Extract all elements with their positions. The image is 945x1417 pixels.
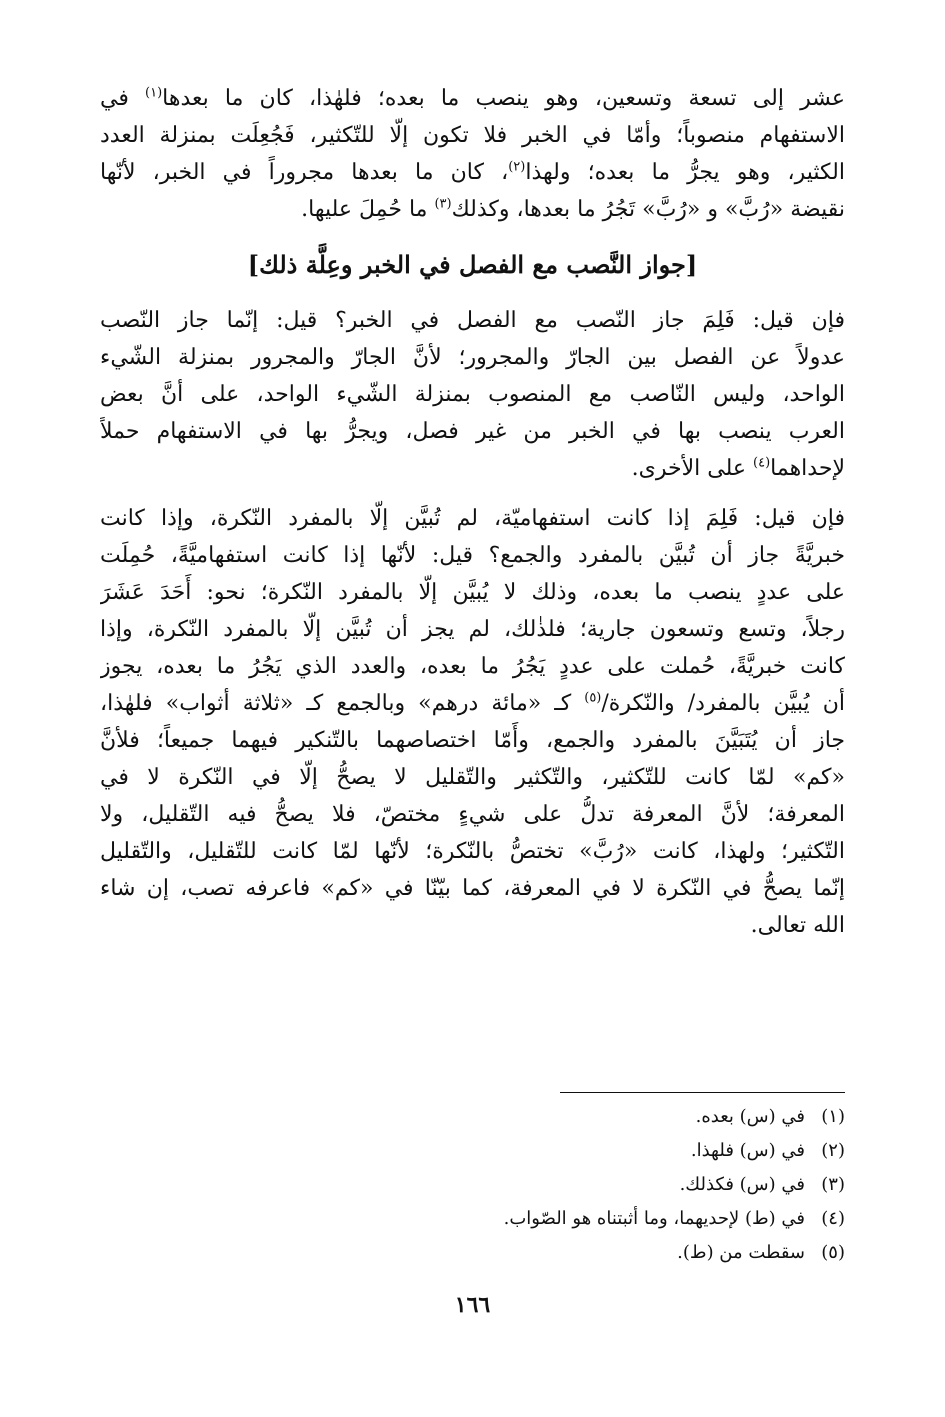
text-line: المعرفة؛ لأنَّ المعرفة تدلُّ على شيءٍ مختصّ، فلا يصحُّ فيه التّقليل، ولا	[100, 802, 845, 827]
text-line: أن يُبيَّن بالمفرد/ والنّكرة/$^{(٥)}$ كـ «مائة درهم» وبالجمع كـ «ثلاثة أثواب» فلهٰذا،	[100, 690, 845, 716]
footnote	[380, 1236, 845, 1270]
text-line: فإن قيل: فَلِمَ جاز النّصب مع الفصل في الخبر؟ قيل: إنّما جاز النّصب	[100, 308, 845, 333]
footnote-divider	[560, 1092, 845, 1093]
text-line: الواحد، وليس النّاصب مع المنصوب بمنزلة الشّيء الواحد، على أنَّ بعض	[100, 382, 845, 407]
text-line: عشر إلى تسعة وتسعين، وهو ينصب ما بعده؛ فلهٰذا، كان ما بعدها$^{(١)}$ في	[100, 85, 845, 111]
footnote-text: في (س) فكذلك.	[679, 1174, 805, 1195]
text-line: عدولاً عن الفصل بين الجارّ والمجرور؛ لأنَّ الجارّ والمجرور بمنزلة الشّيء	[100, 345, 845, 370]
footnote	[380, 1134, 845, 1168]
text-line: نقيضة «رُبَّ» و «رُبَّ» تَجُرُ ما بعدها، وكذلك$^{(٣)}$ ما حُمِلَ عليها.	[301, 196, 845, 222]
paragraph-3	[100, 500, 845, 944]
footnote	[380, 1202, 845, 1236]
footnote-ref[interactable]: (٣)	[434, 196, 452, 212]
footnote-text: في (ط) لإحديهما، وما أثبتناه هو الصّواب.	[503, 1208, 805, 1229]
footnote	[380, 1100, 845, 1134]
text-line: الله تعالى.	[750, 913, 845, 938]
footnote-ref[interactable]: (٢)	[508, 159, 526, 175]
page-number: ١٦٦	[454, 1292, 491, 1318]
footnote-number: (٢)	[821, 1140, 845, 1161]
footnote-number: (١)	[821, 1106, 845, 1127]
footnotes	[380, 1100, 845, 1270]
footnote-number: (٥)	[821, 1242, 845, 1263]
footnote-ref[interactable]: (٥)	[584, 690, 602, 706]
footnote-text: في (س) فلهذا.	[690, 1140, 805, 1161]
text-line: رجلاً، وتسع وتسعون جارية؛ فلذٰلك، لم يجز أن تُبيَّن إلّا بالمفرد النّكرة، وإذا	[100, 617, 845, 642]
footnote-number: (٣)	[821, 1174, 845, 1195]
footnote-text: في (س) بعده.	[695, 1106, 805, 1127]
text-line: «كم» لمّا كانت للتّكثير، والتّكثير والتّقليل لا يصحُّ إلّا في النّكرة لا في	[100, 765, 845, 790]
text-line: كانت خبريَّةً، حُملت على عددٍ يَجُرُ ما بعده، والعدد الذي يَجُرُ ما بعده، يجوز	[100, 654, 845, 679]
paragraph-1	[100, 80, 845, 228]
text-line: التّكثير؛ ولهذا، كانت «رُبَّ» تختصُّ بالنّكرة؛ لأنّها لمّا كانت للتّقليل، والتّقليل	[100, 839, 845, 864]
text-line: العرب ينصب بها في الخبر من غير فصل، ويجرُّ بها في الاستفهام حملاً	[100, 419, 845, 444]
paragraph-2	[100, 302, 845, 487]
footnote	[380, 1168, 845, 1202]
text-line: فإن قيل: فَلِمَ إذا كانت استفهاميّة، لم تُبيَّن إلّا بالمفرد النّكرة، وإذا كانت	[100, 506, 845, 531]
footnote-text: سقطت من (ط).	[677, 1242, 805, 1263]
text-line: على عددٍ ينصب ما بعده، وذلك لا يُبيَّن إلّا بالمفرد النّكرة؛ نحو: أَحَدَ عَشَرَ	[100, 580, 845, 605]
footnote-ref[interactable]: (١)	[145, 85, 163, 101]
text-line: خبريَّةً جاز أن تُبيَّن بالمفرد والجمع؟ قيل: لأنّها إذا كانت استفهاميَّةً، حُمِلَت	[100, 543, 845, 568]
section-heading: [جواز النَّصب مع الفصل في الخبر وعِلَّة ذلك]	[247, 250, 698, 279]
text-line: الاستفهام منصوباً؛ وأمّا في الخبر فلا تكون إلّا للتّكثير، فَجُعِلَت بمنزلة العدد	[100, 123, 845, 148]
text-line: إنّما يصحُّ في النّكرة لا في المعرفة، كما بيّنّا في «كم» فاعرفه تصب، إن شاء	[100, 876, 845, 901]
text-line: لإحداهما$^{(٤)}$ على الأخرى.	[631, 455, 845, 481]
text-line: الكثير، وهو يجرُّ ما بعده؛ ولهذا$^{(٢)}$، كان ما بعدها مجروراً في الخبر، لأنّها	[100, 159, 845, 185]
text-line: جاز أن يُتَبَيَّنَ بالمفرد والجمع، وأَمّا اختصاصهما بالتّنكير فيهما جميعاً؛ فلأنَّ	[100, 728, 845, 753]
footnote-ref[interactable]: (٤)	[753, 455, 771, 471]
footnote-number: (٤)	[821, 1208, 845, 1229]
